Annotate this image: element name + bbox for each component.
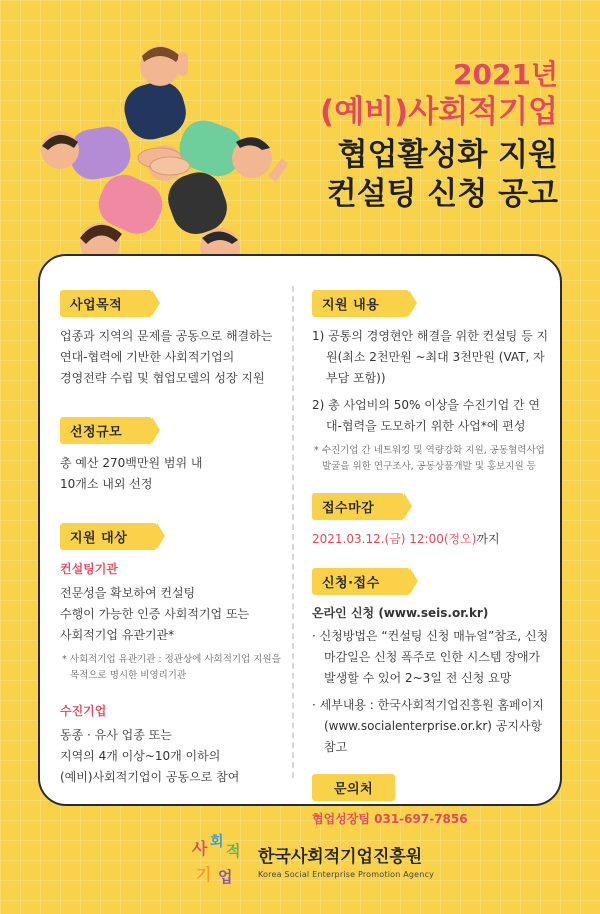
text-line: 10개소 내외 선정 bbox=[60, 477, 153, 491]
text-line: 업종과 지역의 문제를 공동으로 해결하는 bbox=[60, 329, 273, 343]
logo-letter: 적 bbox=[226, 842, 241, 860]
title-line-3: 협업활성화 지원 bbox=[337, 136, 558, 173]
column-divider bbox=[292, 286, 294, 778]
left-column bbox=[60, 290, 282, 788]
section-heading: 신청·접수 bbox=[312, 568, 410, 595]
section-heading: 선정규모 bbox=[60, 417, 152, 444]
person-green-icon bbox=[173, 114, 288, 182]
text-line: 연대-협력에 기반한 사회적기업의 bbox=[60, 350, 235, 364]
deadline-date: 2021.03.12.(금) 12:00(정오) bbox=[312, 532, 477, 546]
section-body bbox=[60, 326, 282, 389]
support-item-1: 1) 공통의 경영현안 해결을 위한 컨설팅 등 지원(최소 2천만원 ~최대 3천만원 (VAT, 자부담 포함)) bbox=[312, 329, 549, 385]
deadline-suffix: 까지 bbox=[476, 532, 500, 546]
logo-letter: 사 bbox=[192, 839, 208, 858]
people-huddle-illustration bbox=[30, 38, 300, 278]
section-target bbox=[60, 523, 282, 788]
section-heading: 지원 내용 bbox=[312, 290, 409, 317]
person-pink-icon bbox=[80, 168, 170, 263]
section-purpose bbox=[60, 290, 282, 389]
person-black-icon bbox=[161, 166, 240, 268]
org-name-english: Korea Social Enterprise Promotion Agency bbox=[258, 869, 435, 879]
section-apply bbox=[312, 568, 550, 758]
deadline-text bbox=[312, 529, 550, 550]
apply-bullet-2: · 세부내용 : 한국사회적기업진흥원 홈페이지 (www.socialenterprise.or.kr) 공지사항 참고 bbox=[312, 698, 544, 754]
section-heading: 접수마감 bbox=[312, 493, 404, 520]
text-line: (예비)사회적기업이 공동으로 참여 bbox=[60, 770, 240, 784]
text-line: 지역의 4개 이상~10개 이하의 bbox=[60, 749, 221, 763]
contact-text: 협업성장팀 031-697-7856 bbox=[312, 812, 468, 826]
section-body bbox=[60, 453, 282, 495]
section-heading: 지원 대상 bbox=[60, 523, 157, 550]
title-line-4: 컨설팅 신청 공고 bbox=[326, 175, 558, 212]
consult-org-title: 컨설팅기관 bbox=[60, 562, 118, 576]
org-name-korean: 한국사회적기업진흥원 bbox=[258, 846, 423, 867]
text-line: 경영전략 수립 및 협업모델의 성장 지원 bbox=[60, 371, 265, 385]
section-deadline bbox=[312, 493, 550, 550]
logo-letter: 회 bbox=[210, 834, 224, 850]
text-line: 총 예산 270백만원 범위 내 bbox=[60, 456, 203, 470]
footnote: * 사회적기업 유관기관 : 정관상에 사회적기업 지원을 목적으로 명시한 비영리기관 bbox=[62, 654, 281, 681]
logo-letter: 업 bbox=[218, 868, 233, 886]
section-heading: 사업목적 bbox=[60, 290, 152, 317]
support-item-2: 2) 총 사업비의 50% 이상을 수진기업 간 연대-협력을 도모하기 위한 사업*에 편성 bbox=[312, 398, 540, 433]
person-blue-icon bbox=[119, 46, 191, 145]
text-line: 수행이 가능한 인증 사회적기업 또는 bbox=[60, 607, 250, 621]
footnote: * 수진기업 간 네트워킹 및 역량강화 지원, 공동협력사업 발굴을 위한 연구조사, 공동상품개발 및 홍보지원 등 bbox=[314, 445, 545, 472]
org-footer bbox=[188, 830, 434, 890]
section-support bbox=[312, 290, 550, 475]
person-purple-icon bbox=[41, 123, 134, 183]
receiving-company-title: 수진기업 bbox=[60, 704, 107, 718]
text-line: 동종 · 유사 업종 또는 bbox=[60, 728, 172, 742]
section-heading: 문의처 bbox=[312, 774, 395, 801]
apply-bullet-1: · 신청방법은 “컨설팅 신청 매뉴얼”참조, 신청 마감일은 신청 폭주로 인한 시스템 장애가 발생할 수 있어 2~3일 전 신청 요망 bbox=[312, 629, 549, 685]
section-body bbox=[60, 725, 282, 788]
org-logo-icon bbox=[188, 830, 248, 890]
text-line: 사회적기업 유관기관* bbox=[60, 628, 175, 642]
section-scale bbox=[60, 417, 282, 495]
title-line-2: (예비)사회적기업 bbox=[320, 93, 558, 130]
online-apply: 온라인 신청 (www.seis.or.kr) bbox=[312, 606, 489, 620]
title-year: 2021년 bbox=[453, 58, 558, 91]
section-contact bbox=[312, 774, 550, 830]
right-column bbox=[312, 290, 550, 830]
section-body bbox=[60, 583, 282, 646]
text-line: 전문성을 확보하여 컨설팅 bbox=[60, 586, 196, 600]
logo-letter: 기 bbox=[196, 865, 212, 884]
org-name-block bbox=[258, 842, 434, 879]
